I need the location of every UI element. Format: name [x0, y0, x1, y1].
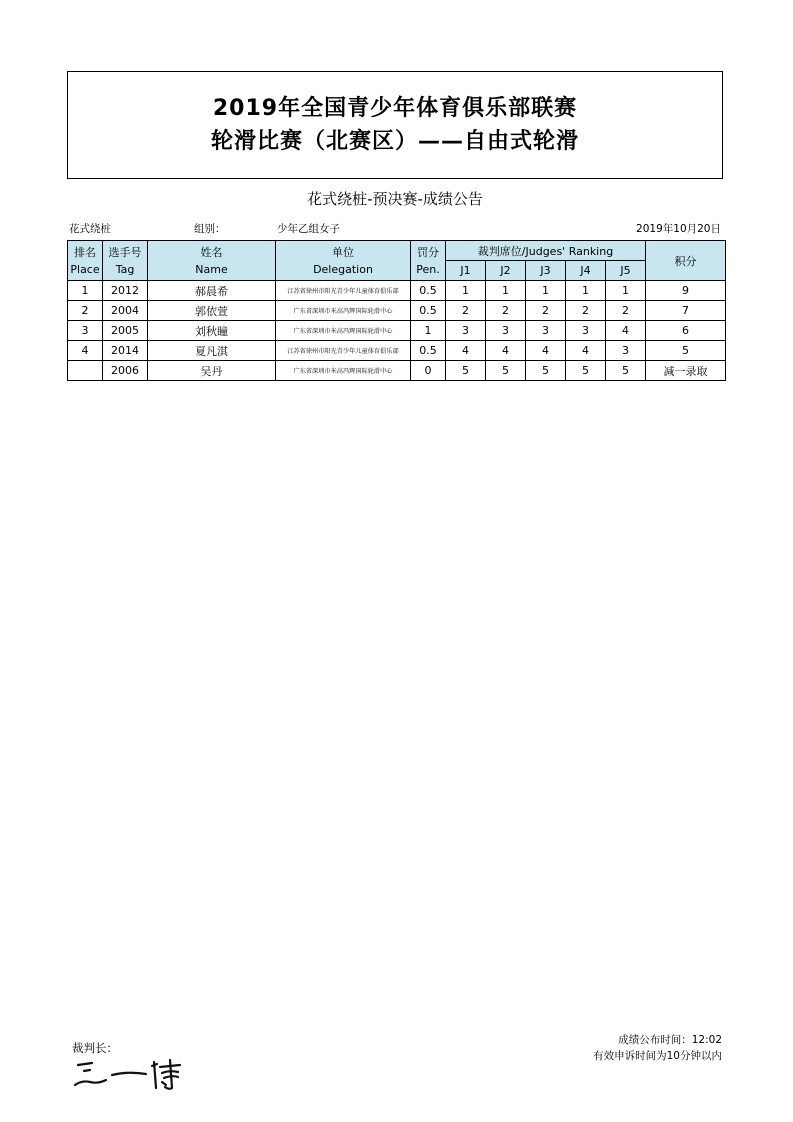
cell-j3: 3: [526, 321, 566, 341]
cell-j1: 4: [446, 341, 486, 361]
cell-j5: 1: [606, 281, 646, 301]
signature-scribble: [70, 1054, 185, 1092]
header-tag-en: Tag: [115, 262, 135, 276]
table-row: [68, 281, 726, 301]
cell-score: 5: [646, 341, 726, 361]
cell-j1: 3: [446, 321, 486, 341]
group-label: 组别：: [194, 223, 226, 235]
subtitle: 花式绕桩-预决赛-成绩公告: [307, 190, 483, 208]
cell-score: 6: [646, 321, 726, 341]
table-row: [68, 301, 726, 321]
results-table: [67, 240, 726, 381]
cell-j2: 5: [486, 361, 526, 381]
cell-j4: 3: [566, 321, 606, 341]
cell-place: 3: [68, 321, 103, 341]
footer-info: [593, 1032, 722, 1064]
cell-name: 夏凡淇: [148, 341, 276, 361]
cell-j2: 2: [486, 301, 526, 321]
appeal-note: 有效申诉时间为10分钟以内: [593, 1050, 722, 1062]
cell-place: 2: [68, 301, 103, 321]
cell-score: 减一录取: [646, 361, 726, 381]
chief-referee-label: 裁判长：: [72, 1041, 118, 1055]
cell-j3: 5: [526, 361, 566, 381]
header-name-en: Name: [195, 262, 228, 276]
cell-delegation: 广东省深圳市米高冯辉国际轮滑中心: [276, 321, 411, 341]
header-place-en: Place: [70, 262, 100, 276]
cell-penalty: 0.5: [411, 341, 446, 361]
header-place-cn: 排名: [74, 245, 96, 259]
referee-signature: [70, 1054, 185, 1096]
header-tag-cn: 选手号: [108, 245, 142, 259]
cell-j1: 5: [446, 361, 486, 381]
cell-j5: 2: [606, 301, 646, 321]
header-j1: J1: [446, 261, 486, 281]
cell-penalty: 1: [411, 321, 446, 341]
cell-penalty: 0.5: [411, 281, 446, 301]
header-name: [148, 241, 276, 281]
event-name: 花式绕桩: [69, 223, 111, 235]
cell-name: 郭依萱: [148, 301, 276, 321]
cell-tag: 2006: [103, 361, 148, 381]
header-judges: 裁判席位/Judges' Ranking: [446, 241, 646, 261]
event-date: 2019年10月20日: [636, 223, 721, 235]
header-tag: [103, 241, 148, 281]
title-box: [67, 71, 723, 179]
cell-tag: 2014: [103, 341, 148, 361]
header-score: 积分: [646, 241, 726, 281]
publish-time: 成绩公布时间：12:02: [618, 1034, 722, 1046]
header-delegation-en: Delegation: [313, 262, 373, 276]
cell-j3: 2: [526, 301, 566, 321]
cell-delegation: 广东省深圳市米高冯辉国际轮滑中心: [276, 361, 411, 381]
cell-name: 吴丹: [148, 361, 276, 381]
cell-name: 郝晨希: [148, 281, 276, 301]
cell-delegation: 江苏省徐州市阳光青少年儿童体育俱乐部: [276, 281, 411, 301]
cell-j5: 5: [606, 361, 646, 381]
header-penalty: [411, 241, 446, 281]
cell-j2: 1: [486, 281, 526, 301]
cell-j4: 1: [566, 281, 606, 301]
cell-j3: 1: [526, 281, 566, 301]
cell-penalty: 0.5: [411, 301, 446, 321]
header-place: [68, 241, 103, 281]
cell-j4: 4: [566, 341, 606, 361]
header-penalty-cn: 罚分: [417, 245, 439, 259]
header-delegation-cn: 单位: [332, 245, 354, 259]
table-row: [68, 361, 726, 381]
header-j5: J5: [606, 261, 646, 281]
cell-score: 9: [646, 281, 726, 301]
cell-place: 4: [68, 341, 103, 361]
cell-place: [68, 361, 103, 381]
cell-penalty: 0: [411, 361, 446, 381]
cell-j4: 5: [566, 361, 606, 381]
cell-j3: 4: [526, 341, 566, 361]
title-line-2: 轮滑比赛（北赛区）——自由式轮滑: [210, 129, 579, 154]
cell-j2: 3: [486, 321, 526, 341]
header-penalty-en: Pen.: [416, 262, 440, 276]
cell-j1: 2: [446, 301, 486, 321]
cell-j2: 4: [486, 341, 526, 361]
header-j2: J2: [486, 261, 526, 281]
table-row: [68, 341, 726, 361]
cell-delegation: 广东省深圳市米高冯辉国际轮滑中心: [276, 301, 411, 321]
header-j4: J4: [566, 261, 606, 281]
title-line-1: 2019年全国青少年体育俱乐部联赛: [212, 96, 578, 121]
cell-score: 7: [646, 301, 726, 321]
cell-j5: 4: [606, 321, 646, 341]
cell-j1: 1: [446, 281, 486, 301]
table-row: [68, 321, 726, 341]
group-value: 少年乙组女子: [277, 223, 340, 235]
cell-tag: 2005: [103, 321, 148, 341]
header-delegation: [276, 241, 411, 281]
cell-j5: 3: [606, 341, 646, 361]
cell-place: 1: [68, 281, 103, 301]
header-name-cn: 姓名: [200, 245, 223, 259]
cell-delegation: 江苏省徐州市阳光青少年儿童体育俱乐部: [276, 341, 411, 361]
cell-tag: 2004: [103, 301, 148, 321]
cell-name: 刘秋瞳: [148, 321, 276, 341]
header-j3: J3: [526, 261, 566, 281]
cell-tag: 2012: [103, 281, 148, 301]
cell-j4: 2: [566, 301, 606, 321]
